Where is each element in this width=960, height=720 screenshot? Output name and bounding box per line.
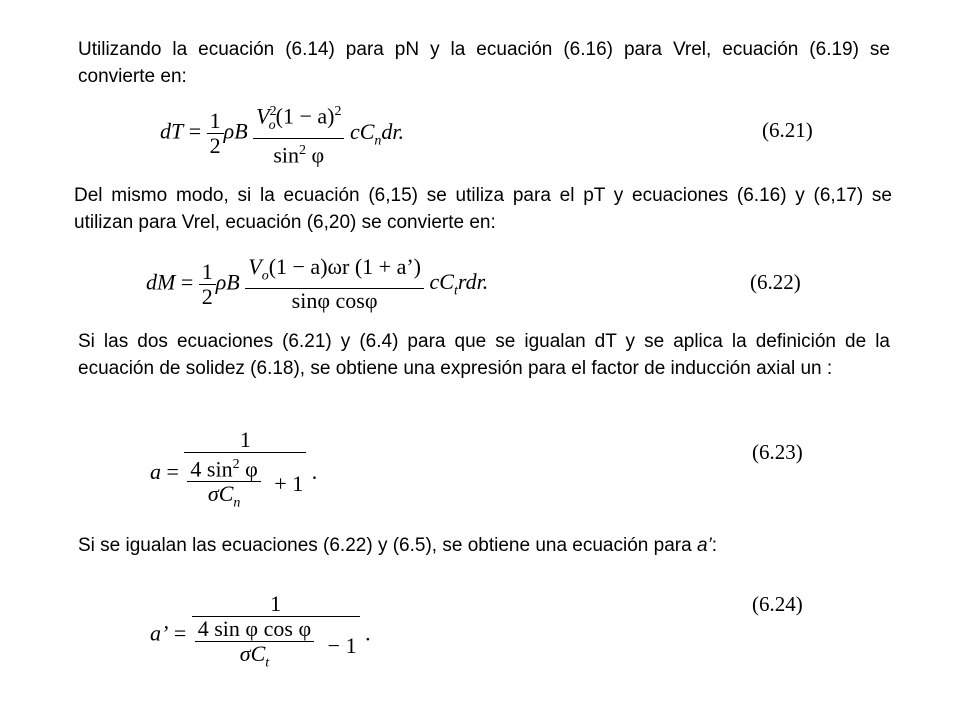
eq623-plus-one: + 1 [274,471,304,497]
eq623-inner-phi: φ [239,456,258,482]
eq624-inner-den-sub: t [265,655,270,671]
equation-6-21 [160,100,404,167]
eq621-tail-sub: n [374,132,382,148]
eq622-half-num: 1 [199,260,216,285]
eq621-num-sub: o [268,117,276,133]
eq622-denominator: sinφ cosφ [291,288,378,314]
eq621-half [207,109,224,158]
eq621-half-den: 2 [209,133,221,159]
eq623-inner-den-sub: n [233,495,241,511]
eq622-lhs: dM [146,269,176,295]
eq621-half-num: 1 [207,109,224,134]
eq621-tail-c: cC [349,118,375,144]
paragraph-4 [78,532,890,559]
eq624-numerator: 1 [192,592,360,617]
eq622-tail [429,269,489,299]
eq621-tail [349,118,405,148]
equation-6-24 [150,592,371,675]
paragraph-4-text: Si se igualan las ecuaciones (6.22) y (6.5), se obtiene una ecuación para [78,535,697,556]
eq622-num-sub: o [261,268,269,284]
eq621-denominator [253,139,344,167]
eq621-tail-end: dr. [381,118,405,144]
eq623-equals: = [166,458,179,484]
eq623-inner-sup: 2 [232,457,240,472]
eq624-denominator [192,617,360,675]
eq621-den-sin: sin [273,142,300,168]
eq623-period: . [311,458,318,484]
equation-number-6-21: (6.21) [762,118,813,142]
eq624-outer-fraction [192,592,360,675]
eq623-outer-fraction [184,428,306,516]
eq622-numerator [245,255,424,289]
eq622-half [199,260,216,309]
paragraph-1: Utilizando la ecuación (6.14) para pN y la ecuación (6.16) para Vrel, ecuación (6.19) se convierte en: [78,39,890,87]
eq624-inner-numerator: 4 sin φ cos φ [195,617,314,642]
eq622-tail-sub: t [453,283,458,299]
eq623-inner-den: σC [207,481,234,507]
paragraph-3: Si las dos ecuaciones (6.21) y (6.4) para que se igualan dT y se aplica la definición de la ecuación de solidez (6.18), se obtiene una expresión para el factor de inducción axial un : [78,331,890,379]
eq624-period: . [365,620,371,646]
equation-number-6-22: (6.22) [750,270,801,294]
eq621-main-fraction [253,100,344,167]
eq621-den-sup: 2 [299,142,307,158]
eq624-lhs: a’ [150,620,169,646]
eq622-num-v: V [248,254,262,279]
eq621-den-phi: φ [306,142,325,168]
eq623-lhs: a [150,458,161,484]
eq624-inner-den: σC [239,641,266,666]
eq623-inner-denominator [187,482,260,515]
paragraph-4-variable: a’ [696,535,712,556]
eq622-equals: = [180,269,194,295]
equation-6-22 [146,255,488,313]
eq624-inner-denominator [195,642,314,675]
eq621-lhs: dT [160,118,184,144]
eq621-num-v: V [256,103,270,129]
eq623-inner-fraction [187,453,260,516]
eq623-inner-numerator [187,453,260,482]
eq622-rhob: ρB [215,269,240,295]
eq623-inner-sin: 4 sin [190,456,233,482]
eq621-num-rest: (1 − a) [275,103,335,129]
eq621-num-rest-sup: 2 [334,104,342,119]
eq621-equals: = [188,118,202,144]
eq622-num-rest: (1 − a)ωr (1 + a’) [268,254,421,279]
eq622-tail-c: cC [429,269,454,295]
equation-number-6-23: (6.23) [752,440,803,464]
eq621-numerator [253,100,344,139]
eq624-inner-fraction [195,617,314,675]
equation-number-6-24: (6.24) [752,592,803,616]
eq621-num-sup: 2 [269,104,277,119]
equation-6-23 [150,428,317,516]
paragraph-4-end: : [711,535,718,556]
eq622-main-fraction [245,255,424,313]
paragraph-2: Del mismo modo, si la ecuación (6,15) se utiliza para el pT y ecuaciones (6.16) y (6,17) se utilizan para Vrel, ecuación (6,20) se convierte en: [74,185,892,233]
eq624-equals: = [173,620,187,646]
eq622-half-den: 2 [201,283,213,309]
eq623-denominator [184,453,306,516]
eq621-rhob: ρB [223,118,248,144]
eq623-numerator: 1 [184,428,306,453]
eq624-minus-one: − 1 [327,633,357,659]
eq622-tail-end: rdr. [457,269,489,295]
